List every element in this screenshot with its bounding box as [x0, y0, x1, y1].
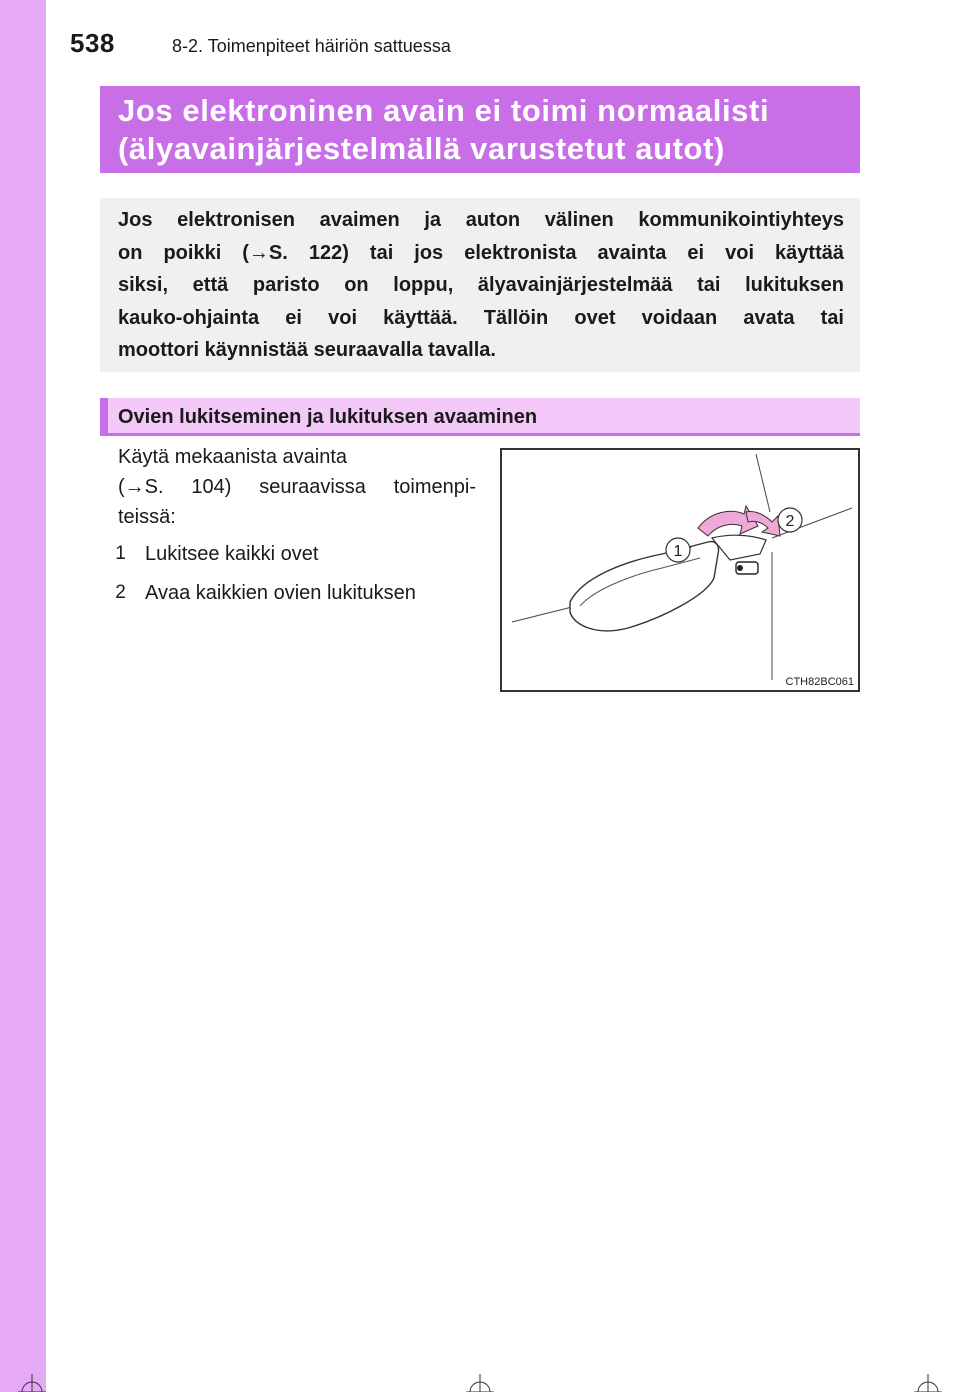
section-header: 8-2. Toimenpiteet häiriön sattuessa — [172, 36, 451, 56]
body-line: teissä: — [118, 506, 176, 528]
body-paragraph — [118, 442, 476, 532]
title-line-2: (älyavainjärjestelmällä varustetut autot) — [118, 131, 725, 166]
body-line: (→S. 104) seuraavissa toimenpi- — [118, 476, 476, 498]
intro-line: moottori käynnistää seuraavalla tavalla. — [118, 339, 496, 361]
step-text: Lukitsee kaikki ovet — [145, 542, 319, 565]
callout-label-1: 1 — [673, 543, 683, 560]
step-number: 2 — [115, 582, 126, 603]
body-line: Käytä mekaanista avainta — [118, 446, 348, 468]
side-color-band — [0, 0, 46, 1392]
step-number-badge — [108, 540, 133, 568]
subheading-bar — [100, 398, 860, 436]
intro-line: siksi, että paristo on loppu, älyavainjärjestelmää tai lukituksen — [118, 274, 844, 296]
page-number: 538 — [70, 28, 115, 58]
step-number: 1 — [115, 543, 126, 564]
step-item-2 — [108, 579, 416, 607]
key-cylinder-housing — [712, 535, 766, 560]
step-item-1 — [108, 540, 318, 568]
subheading: Ovien lukitseminen ja lukituksen avaaminen — [118, 406, 538, 428]
callout-label-2: 2 — [785, 513, 795, 530]
crop-mark-icon — [462, 1374, 498, 1392]
crop-mark-icon — [14, 1374, 50, 1392]
intro-line: kauko-ohjainta ei voi käyttää. Tällöin ovet voidaan avata tai — [118, 306, 844, 329]
figure-code: CTH82BC061 — [785, 676, 854, 688]
intro-line: on poikki (→S. 122) tai jos elektronista avainta ei voi käyttää — [118, 241, 844, 264]
door-panel-line — [756, 454, 770, 512]
title-line-1: Jos elektroninen avain ei toimi normaalisti — [118, 93, 770, 128]
crop-mark-icon — [910, 1374, 946, 1392]
door-handle-outline — [570, 542, 719, 631]
intro-line: Jos elektronisen avaimen ja auton välinen kommunikointiyhteys — [118, 209, 844, 231]
step-number-badge — [108, 579, 133, 607]
title-banner — [100, 86, 860, 173]
key-head-icon — [737, 565, 743, 571]
door-handle-drawing — [502, 450, 858, 690]
intro-box — [100, 198, 860, 372]
door-handle-illustration — [500, 448, 860, 692]
step-text: Avaa kaikkien ovien lukituksen — [145, 581, 416, 604]
